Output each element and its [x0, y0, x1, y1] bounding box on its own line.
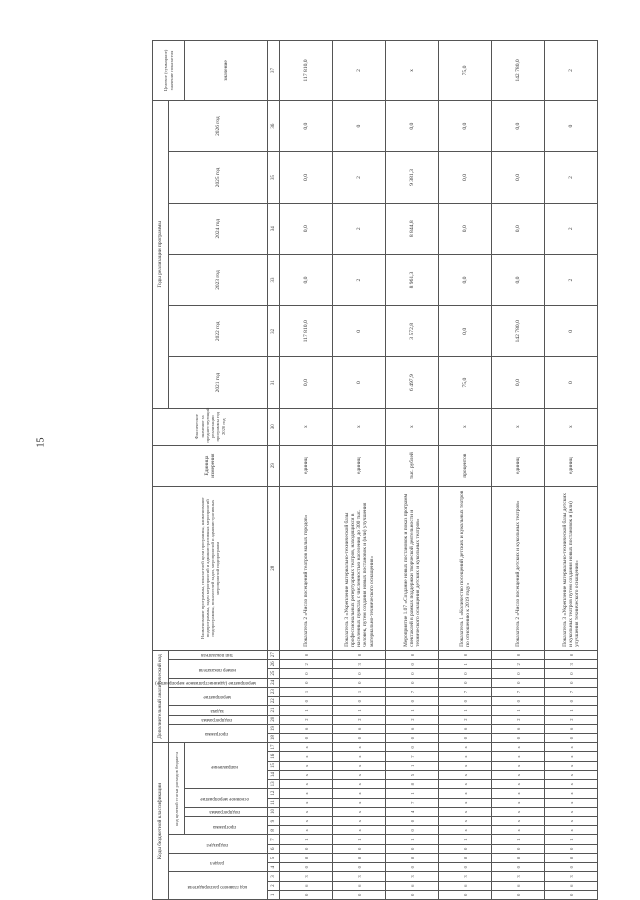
an-subprogram-header: подпрограмма: [169, 715, 268, 724]
code-cell: 1: [333, 835, 386, 844]
program-code-header: программа: [185, 817, 268, 835]
column-number-cell: 31: [268, 357, 280, 408]
year-value-cell: 2: [545, 152, 598, 203]
column-number-cell: 37: [268, 41, 280, 101]
code-cell: 7: [492, 687, 545, 696]
code-cell: х: [439, 780, 492, 789]
column-number-cell: 29: [268, 445, 280, 486]
column-number-cell: 2: [268, 881, 280, 890]
code-cell: 0: [386, 660, 439, 669]
indicator-name-cell: Мероприятие 1.07 «Создание новых постановок и показ программ спектаклей в рамках поддержки творческой деятельности и технического оснащения детских и кукольных театров»: [386, 486, 439, 650]
code-cell: х: [439, 789, 492, 798]
code-cell: 0: [545, 863, 598, 872]
target-article-header: код целевой статьи расходов бюджета: [169, 743, 185, 835]
code-cell: 6: [492, 881, 545, 890]
code-cell: х: [545, 817, 598, 826]
year-value-cell: 0,0: [492, 152, 545, 203]
code-cell: 3: [333, 872, 386, 881]
code-cell: х: [545, 789, 598, 798]
code-cell: 0: [333, 678, 386, 687]
code-cell: 6: [280, 724, 333, 733]
column-number-cell: 4: [268, 863, 280, 872]
code-cell: 2: [333, 715, 386, 724]
code-cell: 8: [333, 853, 386, 862]
an-event-header: мероприятие: [169, 687, 268, 705]
code-cell: 8: [386, 853, 439, 862]
code-cell: 0: [280, 697, 333, 706]
unit-cell: единиц: [545, 445, 598, 486]
code-cell: 0: [333, 890, 386, 899]
year-value-cell: 0,0: [439, 100, 492, 151]
section-code-header: раздел: [169, 853, 268, 871]
code-cell: 3: [439, 872, 492, 881]
code-cell: х: [545, 752, 598, 761]
code-cell: х: [545, 743, 598, 752]
table-row: [333, 41, 386, 900]
code-cell: 0: [439, 733, 492, 742]
code-cell: 3: [492, 872, 545, 881]
column-number-cell: 13: [268, 780, 280, 789]
code-cell: 0: [386, 678, 439, 687]
year-value-cell: 2: [333, 254, 386, 305]
code-cell: х: [545, 761, 598, 770]
code-cell: 0: [386, 844, 439, 853]
column-number-cell: 26: [268, 660, 280, 669]
code-cell: х: [545, 798, 598, 807]
unit-cell: единиц: [333, 445, 386, 486]
an-indicator-header: номер показателя: [169, 660, 268, 678]
code-cell: 2: [545, 715, 598, 724]
name-column-header: Наименование программы, показателей цели программы, наименование подпрограммы, задач мероприятий и административных мероприятий подпрограммы, показателей задач, мероприятий и административных мероприятий подпрограмм: [153, 486, 268, 650]
code-cell: 2: [492, 715, 545, 724]
code-cell: х: [492, 761, 545, 770]
code-cell: 6: [386, 881, 439, 890]
code-cell: 2: [439, 715, 492, 724]
code-cell: 6: [439, 881, 492, 890]
code-cell: 0: [386, 817, 439, 826]
code-cell: 0: [492, 697, 545, 706]
code-cell: х: [545, 770, 598, 779]
year-value-cell: 8 961,3: [386, 254, 439, 305]
an-task-header: задача: [169, 706, 268, 715]
unit-cell: процентов: [439, 445, 492, 486]
year-value-cell: 2: [333, 203, 386, 254]
code-cell: 3: [386, 872, 439, 881]
program-table-sheet: [152, 40, 581, 900]
column-number-cell: 14: [268, 770, 280, 779]
code-cell: 6: [280, 881, 333, 890]
year-5-header: 2025 год: [169, 152, 268, 203]
code-cell: 0: [492, 844, 545, 853]
code-cell: х: [280, 770, 333, 779]
column-number-cell: 35: [268, 152, 280, 203]
code-cell: 7: [386, 798, 439, 807]
code-cell: 0: [280, 890, 333, 899]
code-cell: 0: [333, 650, 386, 659]
final-value-subheader: значение: [185, 41, 268, 101]
code-cell: х: [333, 817, 386, 826]
code-cell: 0: [280, 863, 333, 872]
code-cell: 8: [280, 853, 333, 862]
code-cell: х: [492, 817, 545, 826]
column-number-cell: 30: [268, 408, 280, 445]
code-cell: 0: [545, 697, 598, 706]
base-value-cell: х: [386, 408, 439, 445]
table-row: [386, 41, 439, 900]
year-value-cell: 2: [545, 254, 598, 305]
column-numbers-row: [268, 41, 280, 900]
code-cell: 0: [386, 697, 439, 706]
year-value-cell: 0: [333, 100, 386, 151]
code-cell: 0: [280, 669, 333, 678]
code-cell: 7: [545, 687, 598, 696]
main-admin-code-header: код главного распорядителя: [169, 872, 268, 900]
code-cell: х: [333, 770, 386, 779]
code-cell: х: [492, 752, 545, 761]
code-cell: 8: [439, 853, 492, 862]
column-number-cell: 12: [268, 789, 280, 798]
unit-column-header: Единица измерения: [153, 445, 268, 486]
year-value-cell: 0: [333, 306, 386, 357]
code-cell: 0: [439, 890, 492, 899]
column-number-cell: 36: [268, 100, 280, 151]
page-number: 15: [35, 437, 47, 448]
table-row: [439, 41, 492, 900]
year-value-cell: 0,0: [280, 254, 333, 305]
budget-codes-header: Коды бюджетной классификации: [153, 743, 169, 900]
code-cell: 0: [492, 678, 545, 687]
code-cell: х: [439, 743, 492, 752]
column-number-cell: 5: [268, 853, 280, 862]
column-number-cell: 34: [268, 203, 280, 254]
year-value-cell: 75,0: [439, 357, 492, 408]
column-number-cell: 25: [268, 669, 280, 678]
code-cell: х: [333, 807, 386, 816]
code-cell: 2: [280, 660, 333, 669]
column-number-cell: 28: [268, 486, 280, 650]
code-cell: 1: [280, 687, 333, 696]
year-1-header: 2021 год: [169, 357, 268, 408]
column-number-cell: 16: [268, 752, 280, 761]
code-cell: 0: [333, 844, 386, 853]
column-number-cell: 17: [268, 743, 280, 752]
column-number-cell: 33: [268, 254, 280, 305]
code-cell: 1: [492, 835, 545, 844]
base-value-cell: х: [545, 408, 598, 445]
code-cell: х: [280, 761, 333, 770]
year-value-cell: 0,0: [439, 152, 492, 203]
code-cell: 1: [545, 706, 598, 715]
column-number-cell: 20: [268, 715, 280, 724]
code-cell: 3: [333, 660, 386, 669]
code-cell: х: [280, 807, 333, 816]
year-value-cell: 117 810,0: [280, 306, 333, 357]
code-cell: 0: [386, 733, 439, 742]
column-number-cell: 3: [268, 872, 280, 881]
year-value-cell: 0,0: [492, 357, 545, 408]
code-cell: 0: [439, 844, 492, 853]
code-cell: х: [545, 826, 598, 835]
code-cell: х: [492, 780, 545, 789]
code-cell: 0: [386, 650, 439, 659]
years-header: Годы реализации программы: [153, 100, 169, 408]
code-cell: х: [439, 826, 492, 835]
code-cell: х: [439, 817, 492, 826]
column-number-cell: 1: [268, 890, 280, 899]
program-indicators-table: [152, 40, 598, 900]
unit-cell: единиц: [492, 445, 545, 486]
code-cell: 0: [492, 890, 545, 899]
code-cell: 6: [545, 724, 598, 733]
indicator-name-cell: Показатель 3 «Укрепление материально-технической базы детских и кукольных театров путем создания новых постановок и (или) улучшения технического оснащения»: [545, 486, 598, 650]
code-cell: х: [439, 770, 492, 779]
code-cell: 8: [492, 853, 545, 862]
code-cell: х: [333, 798, 386, 807]
analytic-code-header: Дополнительный аналитический код: [153, 650, 169, 742]
code-cell: 0: [333, 697, 386, 706]
code-cell: 2: [492, 660, 545, 669]
unit-cell: тыс. рублей: [386, 445, 439, 486]
year-6-header: 2026 год: [169, 100, 268, 151]
code-cell: 4: [386, 807, 439, 816]
code-cell: 6: [492, 724, 545, 733]
code-cell: 1: [439, 660, 492, 669]
code-cell: х: [492, 798, 545, 807]
code-cell: 0: [386, 669, 439, 678]
year-value-cell: 0: [545, 100, 598, 151]
code-cell: 6: [333, 881, 386, 890]
code-cell: 3: [280, 872, 333, 881]
year-value-cell: 0,0: [492, 100, 545, 151]
direction-code-header: направление: [185, 743, 268, 789]
code-cell: 0: [280, 650, 333, 659]
final-value-cell: 2: [545, 41, 598, 101]
table-row: [280, 41, 333, 900]
an-type-header: тип показателя: [169, 650, 268, 659]
subsection-code-header: подраздел: [169, 835, 268, 853]
final-value-cell: 2: [333, 41, 386, 101]
final-value-header: Целевое (суммарное) значение показателя: [153, 41, 185, 101]
code-cell: 7: [386, 752, 439, 761]
column-number-cell: 32: [268, 306, 280, 357]
code-cell: 1: [439, 706, 492, 715]
year-value-cell: 0,0: [280, 152, 333, 203]
code-cell: 0: [386, 863, 439, 872]
year-value-cell: 0,0: [280, 100, 333, 151]
year-value-cell: 0,0: [386, 100, 439, 151]
code-cell: 0: [545, 669, 598, 678]
final-value-cell: 75,0: [439, 41, 492, 101]
base-value-cell: х: [333, 408, 386, 445]
code-cell: 0: [545, 733, 598, 742]
code-cell: х: [280, 826, 333, 835]
code-cell: 6: [545, 881, 598, 890]
code-cell: 0: [492, 733, 545, 742]
subprogram-code-header: подпрограмма: [185, 807, 268, 816]
code-cell: 0: [439, 697, 492, 706]
column-number-cell: 15: [268, 761, 280, 770]
unit-cell: единиц: [280, 445, 333, 486]
column-number-cell: 18: [268, 733, 280, 742]
code-cell: х: [333, 752, 386, 761]
code-cell: 1: [333, 706, 386, 715]
column-number-cell: 11: [268, 798, 280, 807]
code-cell: х: [280, 798, 333, 807]
code-cell: х: [439, 761, 492, 770]
code-cell: 0: [280, 733, 333, 742]
code-cell: 1: [545, 835, 598, 844]
code-cell: 1: [280, 835, 333, 844]
year-value-cell: 2: [545, 203, 598, 254]
code-cell: 1: [333, 687, 386, 696]
code-cell: 0: [545, 650, 598, 659]
year-3-header: 2023 год: [169, 254, 268, 305]
code-cell: 0: [280, 844, 333, 853]
code-cell: х: [280, 752, 333, 761]
final-value-cell: х: [386, 41, 439, 101]
code-cell: х: [333, 789, 386, 798]
code-cell: х: [545, 807, 598, 816]
code-cell: 1: [386, 835, 439, 844]
indicator-name-cell: Показатель 1 «Количество посещений детских и кукольных театров по отношению к 2019 году»: [439, 486, 492, 650]
code-cell: 6: [386, 724, 439, 733]
code-cell: х: [439, 807, 492, 816]
base-value-cell: х: [280, 408, 333, 445]
code-cell: х: [280, 780, 333, 789]
code-cell: х: [333, 761, 386, 770]
code-cell: 7: [386, 687, 439, 696]
year-value-cell: 9 381,3: [386, 152, 439, 203]
code-cell: 0: [333, 669, 386, 678]
base-value-cell: х: [492, 408, 545, 445]
code-cell: 0: [439, 650, 492, 659]
column-number-cell: 24: [268, 678, 280, 687]
year-value-cell: 0,0: [492, 254, 545, 305]
code-cell: 2: [280, 715, 333, 724]
code-cell: 2: [386, 715, 439, 724]
year-value-cell: 0: [545, 357, 598, 408]
year-2-header: 2022 год: [169, 306, 268, 357]
code-cell: 3: [545, 660, 598, 669]
year-value-cell: 2: [333, 152, 386, 203]
code-cell: 1: [386, 789, 439, 798]
column-number-cell: 10: [268, 807, 280, 816]
code-cell: 3: [545, 872, 598, 881]
code-cell: 1: [492, 706, 545, 715]
code-cell: 0: [439, 863, 492, 872]
code-cell: 8: [386, 780, 439, 789]
code-cell: 6: [333, 724, 386, 733]
code-cell: 0: [333, 863, 386, 872]
code-cell: 1: [280, 706, 333, 715]
year-value-cell: 0,0: [439, 203, 492, 254]
code-cell: х: [492, 743, 545, 752]
code-cell: х: [545, 780, 598, 789]
year-value-cell: 0,0: [280, 357, 333, 408]
final-value-cell: 142 780,0: [492, 41, 545, 101]
code-cell: 1: [439, 835, 492, 844]
column-number-cell: 23: [268, 687, 280, 696]
code-cell: х: [280, 817, 333, 826]
code-cell: х: [280, 789, 333, 798]
year-value-cell: 0,0: [280, 203, 333, 254]
code-cell: 0: [545, 890, 598, 899]
code-cell: х: [492, 807, 545, 816]
code-cell: х: [280, 743, 333, 752]
code-cell: х: [492, 789, 545, 798]
code-cell: 0: [492, 863, 545, 872]
code-cell: 0: [386, 743, 439, 752]
code-cell: 0: [333, 733, 386, 742]
code-cell: 0: [439, 678, 492, 687]
code-cell: 7: [439, 687, 492, 696]
year-value-cell: 0: [333, 357, 386, 408]
final-value-cell: 117 810,0: [280, 41, 333, 101]
table-body: [280, 41, 598, 900]
indicator-name-cell: Показатель 3 «Укрепление материально-технической базы профессиональных репертуарных театров, находящихся в населенных пунктах с численностью населения до 300 тыс. человек, путем создания новых постановок и (или) улучшения материально-технического оснащения»: [333, 486, 386, 650]
code-cell: 0: [280, 678, 333, 687]
code-cell: х: [333, 780, 386, 789]
code-cell: 0: [439, 669, 492, 678]
code-cell: 5: [386, 770, 439, 779]
year-value-cell: 3 572,8: [386, 306, 439, 357]
an-program-header: программа: [169, 724, 268, 742]
code-cell: 0: [545, 844, 598, 853]
year-value-cell: 142 780,0: [492, 306, 545, 357]
year-value-cell: 0,0: [439, 306, 492, 357]
code-cell: х: [439, 752, 492, 761]
code-cell: 6: [439, 724, 492, 733]
year-value-cell: 6 497,9: [386, 357, 439, 408]
code-cell: 1: [386, 706, 439, 715]
base-year-column-header: Фактическое значение за предшествующий реализации программы год 2020 год: [153, 408, 268, 445]
code-cell: 0: [386, 826, 439, 835]
column-number-cell: 27: [268, 650, 280, 659]
column-number-cell: 21: [268, 706, 280, 715]
column-number-cell: 8: [268, 826, 280, 835]
code-cell: х: [439, 798, 492, 807]
main-event-code-header: основное мероприятие: [185, 789, 268, 807]
code-cell: 0: [492, 669, 545, 678]
year-value-cell: 8 844,8: [386, 203, 439, 254]
code-cell: х: [492, 826, 545, 835]
code-cell: х: [492, 770, 545, 779]
year-4-header: 2024 год: [169, 203, 268, 254]
base-value-cell: х: [439, 408, 492, 445]
code-cell: х: [333, 826, 386, 835]
an-admin-header: мероприятие (административное мероприятие): [169, 678, 268, 687]
column-number-cell: 19: [268, 724, 280, 733]
indicator-name-cell: Показатель 2 «Число посещений детских и кукольных театров»: [492, 486, 545, 650]
column-number-cell: 9: [268, 817, 280, 826]
year-value-cell: 0,0: [439, 254, 492, 305]
code-cell: х: [333, 743, 386, 752]
code-cell: 8: [545, 853, 598, 862]
code-cell: 1: [386, 761, 439, 770]
table-row: [492, 41, 545, 900]
year-value-cell: 0: [545, 306, 598, 357]
code-cell: 0: [386, 890, 439, 899]
code-cell: 0: [545, 678, 598, 687]
column-number-cell: 6: [268, 844, 280, 853]
code-cell: 0: [492, 650, 545, 659]
table-row: [545, 41, 598, 900]
column-number-cell: 7: [268, 835, 280, 844]
year-value-cell: 0,0: [492, 203, 545, 254]
column-number-cell: 22: [268, 697, 280, 706]
indicator-name-cell: Показатель 2 «Число посещений театров малых городов»: [280, 486, 333, 650]
